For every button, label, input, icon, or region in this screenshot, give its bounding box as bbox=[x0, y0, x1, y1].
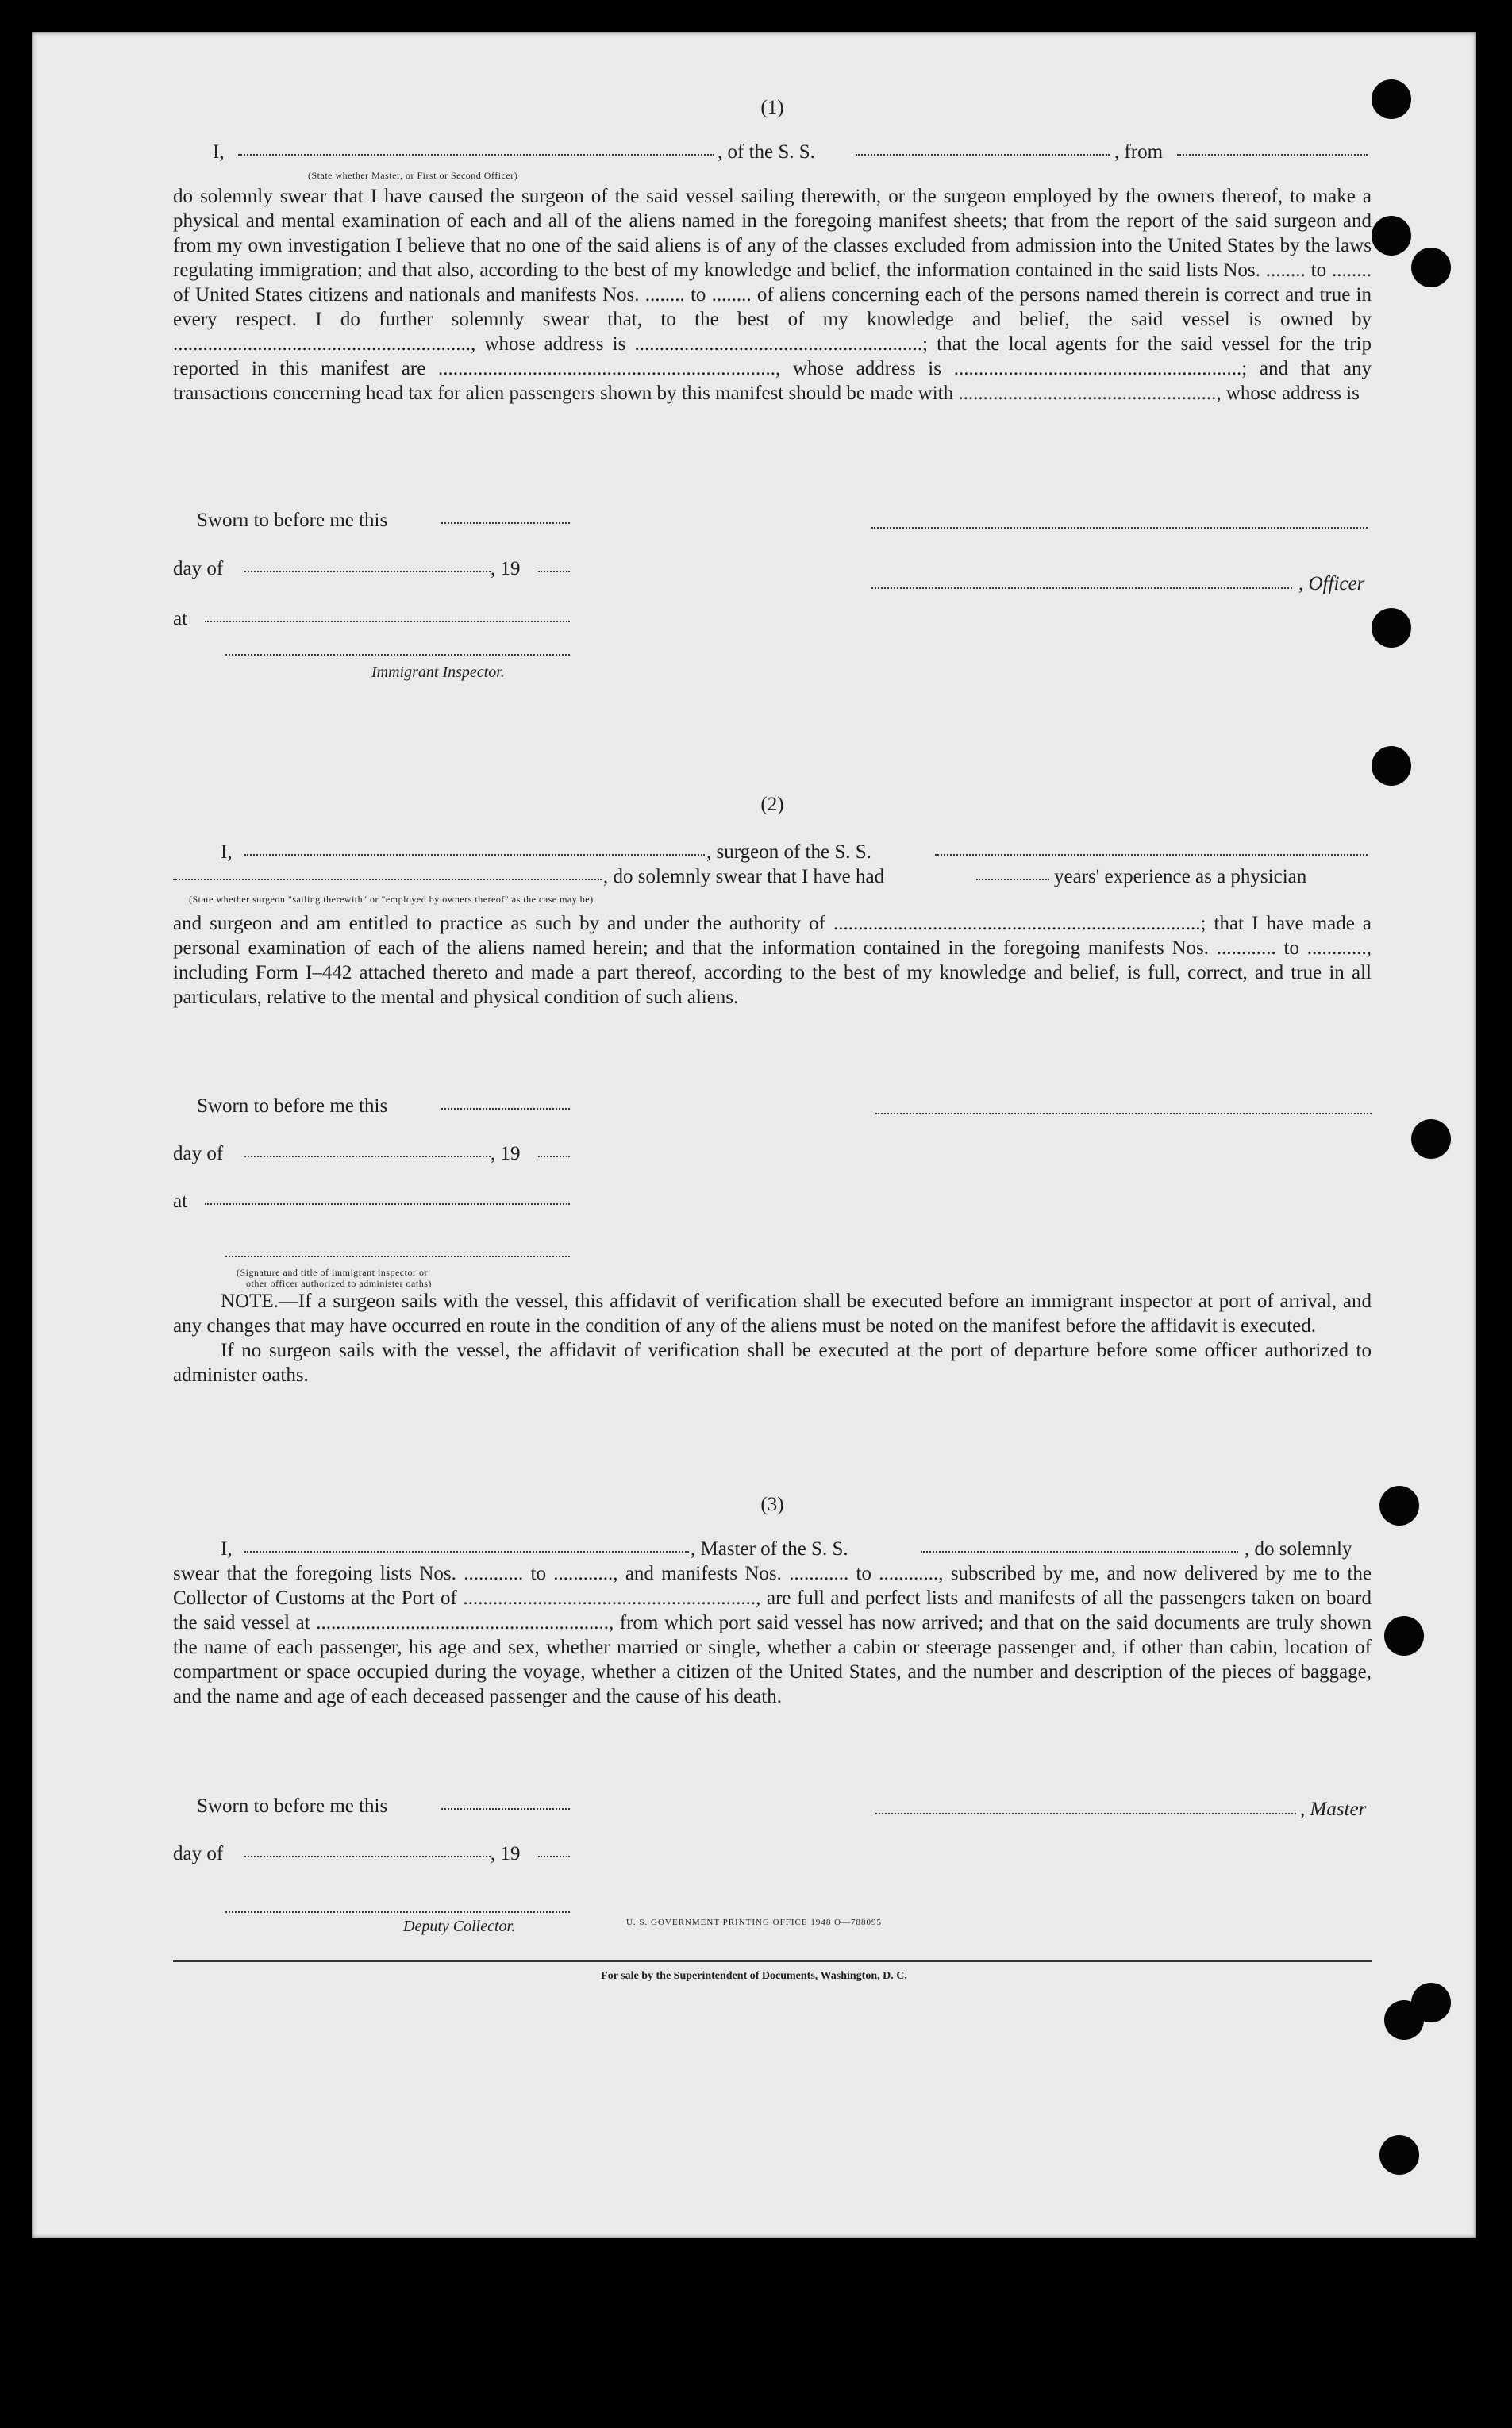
officer-line bbox=[173, 140, 1372, 164]
year-prefix: , 19 bbox=[491, 1143, 521, 1164]
deputy-label: Deputy Collector. bbox=[403, 1918, 516, 1935]
surgeon-signature-line[interactable] bbox=[875, 1111, 1372, 1114]
master-signature-line[interactable] bbox=[875, 1811, 1296, 1814]
signature-note-2: other officer authorized to administer oaths) bbox=[246, 1278, 432, 1289]
officer-note: (State whether Master, or First or Second Officer) bbox=[308, 170, 518, 181]
footer-divider bbox=[173, 1960, 1372, 1962]
signature-note-1: (Signature and title of immigrant inspector or bbox=[237, 1267, 428, 1278]
place-field[interactable] bbox=[205, 606, 570, 622]
place-field[interactable] bbox=[205, 1189, 570, 1205]
day-line bbox=[173, 1841, 1372, 1866]
day-of-label: day of bbox=[173, 1143, 224, 1164]
years-field[interactable] bbox=[976, 864, 1049, 880]
punch-hole bbox=[1372, 79, 1411, 119]
sworn-line bbox=[173, 1794, 1372, 1818]
year-prefix: , 19 bbox=[491, 558, 521, 579]
sworn-day-field[interactable] bbox=[441, 1794, 570, 1810]
master-name-field[interactable] bbox=[244, 1537, 689, 1553]
punch-hole bbox=[1379, 1486, 1419, 1526]
note-block bbox=[173, 1289, 1372, 1387]
day-line bbox=[173, 1141, 1372, 1166]
printing-office-line: U. S. GOVERNMENT PRINTING OFFICE 1948 O—788095 bbox=[625, 1918, 883, 1927]
affidavit-section-3 bbox=[173, 1492, 1372, 1937]
officer-signature-line-2[interactable] bbox=[871, 586, 1292, 589]
punch-hole bbox=[1411, 1119, 1451, 1159]
surgeon-note: (State whether surgeon "sailing therewith" or "employed by owners thereof" as the case may be) bbox=[189, 894, 594, 905]
years-label: years' experience as a physician bbox=[1054, 866, 1307, 887]
sworn-label: Sworn to before me this bbox=[197, 1795, 388, 1817]
punch-hole bbox=[1372, 746, 1411, 786]
punch-hole bbox=[1384, 2000, 1424, 2040]
sworn-label: Sworn to before me this bbox=[197, 1095, 388, 1117]
oath-prefix: I, bbox=[221, 1538, 233, 1560]
at-label: at bbox=[173, 1191, 188, 1212]
master-of-label: , Master of the S. S. bbox=[691, 1538, 848, 1560]
oath-body bbox=[173, 184, 1372, 406]
punch-hole bbox=[1379, 2135, 1419, 2175]
oath-text: do solemnly swear that I have caused the surgeon of the said vessel sailing therewith, or the surgeon employed by the owners thereof, to make a physical and mental examination of each and all of the aliens named in the foregoing manifest sheets; that from the report of the said surgeon and from my own investigation I believe that no one of the said aliens is of any of the classes excluded from admission into the United States by the laws regulating immigration; and that also, according to the best of my knowledge and belief, the information contained in the said lists Nos. ........ to ........ of United States citizens and nationals and manifests Nos. ........ to ........ of aliens concerning each of the persons named therein is correct and true in every respect. I do further solemnly swear that, to the best of my knowledge and belief, the said vessel is owned by ............................................................, whose address is ..........................................................; that the local agents for the said vessel for the trip reported in this manifest are ...................................................................., whose address is ..........................................................; and that any transactions concerning head tax for alien passengers shown by this manifest should be made with ...................................................., whose address is bbox=[173, 186, 1372, 404]
day-of-label: day of bbox=[173, 558, 224, 579]
punch-hole bbox=[1384, 1616, 1424, 1656]
from-label: , from bbox=[1114, 141, 1164, 163]
vessel-name-field[interactable] bbox=[921, 1537, 1238, 1553]
oath-prefix: I, bbox=[213, 141, 225, 163]
punch-hole bbox=[1372, 216, 1411, 256]
sworn-day-field[interactable] bbox=[441, 508, 570, 524]
note-paragraph-2 bbox=[173, 1338, 1372, 1387]
section-number: (3) bbox=[760, 1494, 784, 1515]
master-label: , Master bbox=[1300, 1799, 1367, 1820]
note-label: NOTE. bbox=[221, 1291, 279, 1312]
at-label: at bbox=[173, 608, 188, 629]
section-number: (1) bbox=[760, 97, 784, 118]
of-ss-label: , of the S. S. bbox=[718, 141, 815, 163]
note-text-2: If no surgeon sails with the vessel, the affidavit of verification shall be executed at the port of departure before some officer authorized to administer oaths. bbox=[173, 1340, 1372, 1386]
month-field[interactable] bbox=[244, 1841, 491, 1857]
master-oath-text: swear that the foregoing lists Nos. ............ to ............, and manifests Nos. ............ to ............, subscribed by me, and now delivered by me to the Collector of Customs at the Port of ..........................................................., are full and perfect lists and manifests of all the passengers taken on board the said vessel at ..........................................................., from which port said vessel has now arrived; and that on the said documents are truly shown the name of each passenger, his age and sex, whether married or single, whether a cabin or steerage passenger and, if other than cabin, location of compartment or space occupied during the voyage, whether a citizen of the United States, and the number and description of the pieces of baggage, and the name and age of each deceased passenger and the cause of his death. bbox=[173, 1563, 1372, 1707]
day-of-label: day of bbox=[173, 1843, 224, 1864]
punch-hole bbox=[1411, 248, 1451, 287]
at-line bbox=[173, 1189, 1372, 1214]
sale-notice: For sale by the Superintendent of Documents, Washington, D. C. bbox=[601, 1970, 907, 1982]
swear-had-label: , do solemnly swear that I have had bbox=[603, 866, 885, 887]
month-field[interactable] bbox=[244, 1141, 491, 1157]
note-text-1: —If a surgeon sails with the vessel, this affidavit of verification shall be executed before an immigrant inspector at port of arrival, and any changes that may have occurred en route in the condition of any of the aliens must be noted on the manifest before the affidavit is executed. bbox=[173, 1291, 1372, 1337]
sworn-day-field[interactable] bbox=[441, 1094, 570, 1110]
deputy-signature-line[interactable] bbox=[225, 1910, 570, 1913]
master-oath-body bbox=[173, 1561, 1372, 1709]
authorized-officer-signature-line[interactable] bbox=[225, 1254, 570, 1257]
note-paragraph-1 bbox=[173, 1289, 1372, 1338]
officer-label: , Officer bbox=[1298, 573, 1365, 594]
surgeon-oath-text: and surgeon and am entitled to practice as such by and under the authority of ..........................................................................; that I have made a personal examination of each of the aliens named herein; and that the information contained in the foregoing manifests Nos. ............ to ............, including Form I–442 attached thereto and made a part thereof, according to the best of my knowledge and belief, is full, correct, and true in all particulars, relative to the mental and physical condition of such aliens. bbox=[173, 913, 1372, 1008]
year-field[interactable] bbox=[538, 556, 570, 572]
surgeon-of-label: , surgeon of the S. S. bbox=[706, 841, 871, 863]
oath-prefix: I, bbox=[221, 841, 233, 863]
surgeon-status-field[interactable] bbox=[173, 864, 602, 880]
form-page bbox=[32, 32, 1476, 2238]
sworn-line bbox=[173, 508, 1372, 533]
affidavit-section-2 bbox=[173, 792, 1372, 1427]
surgeon-name-field[interactable] bbox=[244, 840, 705, 856]
surgeon-oath-body bbox=[173, 911, 1372, 1010]
inspector-label: Immigrant Inspector. bbox=[371, 664, 505, 681]
year-field[interactable] bbox=[538, 1141, 570, 1157]
punch-hole bbox=[1372, 608, 1411, 648]
inspector-signature-line[interactable] bbox=[225, 652, 570, 656]
sworn-line bbox=[173, 1094, 1372, 1118]
day-line bbox=[173, 556, 1372, 581]
do-solemnly-label: , do solemnly bbox=[1245, 1538, 1352, 1560]
section-number: (2) bbox=[760, 794, 784, 815]
year-prefix: , 19 bbox=[491, 1843, 521, 1864]
affidavit-section-1 bbox=[173, 95, 1372, 730]
officer-signature-line-1[interactable] bbox=[871, 525, 1368, 529]
master-line bbox=[173, 1537, 1372, 1561]
officer-name-field[interactable] bbox=[238, 140, 714, 156]
experience-line bbox=[173, 864, 1372, 889]
at-line bbox=[173, 606, 1372, 631]
surgeon-line bbox=[173, 840, 1372, 864]
port-from-field[interactable] bbox=[1177, 140, 1368, 156]
sworn-label: Sworn to before me this bbox=[197, 510, 388, 531]
vessel-name-field[interactable] bbox=[856, 140, 1110, 156]
vessel-name-field[interactable] bbox=[935, 840, 1368, 856]
year-field[interactable] bbox=[538, 1841, 570, 1857]
month-field[interactable] bbox=[244, 556, 491, 572]
